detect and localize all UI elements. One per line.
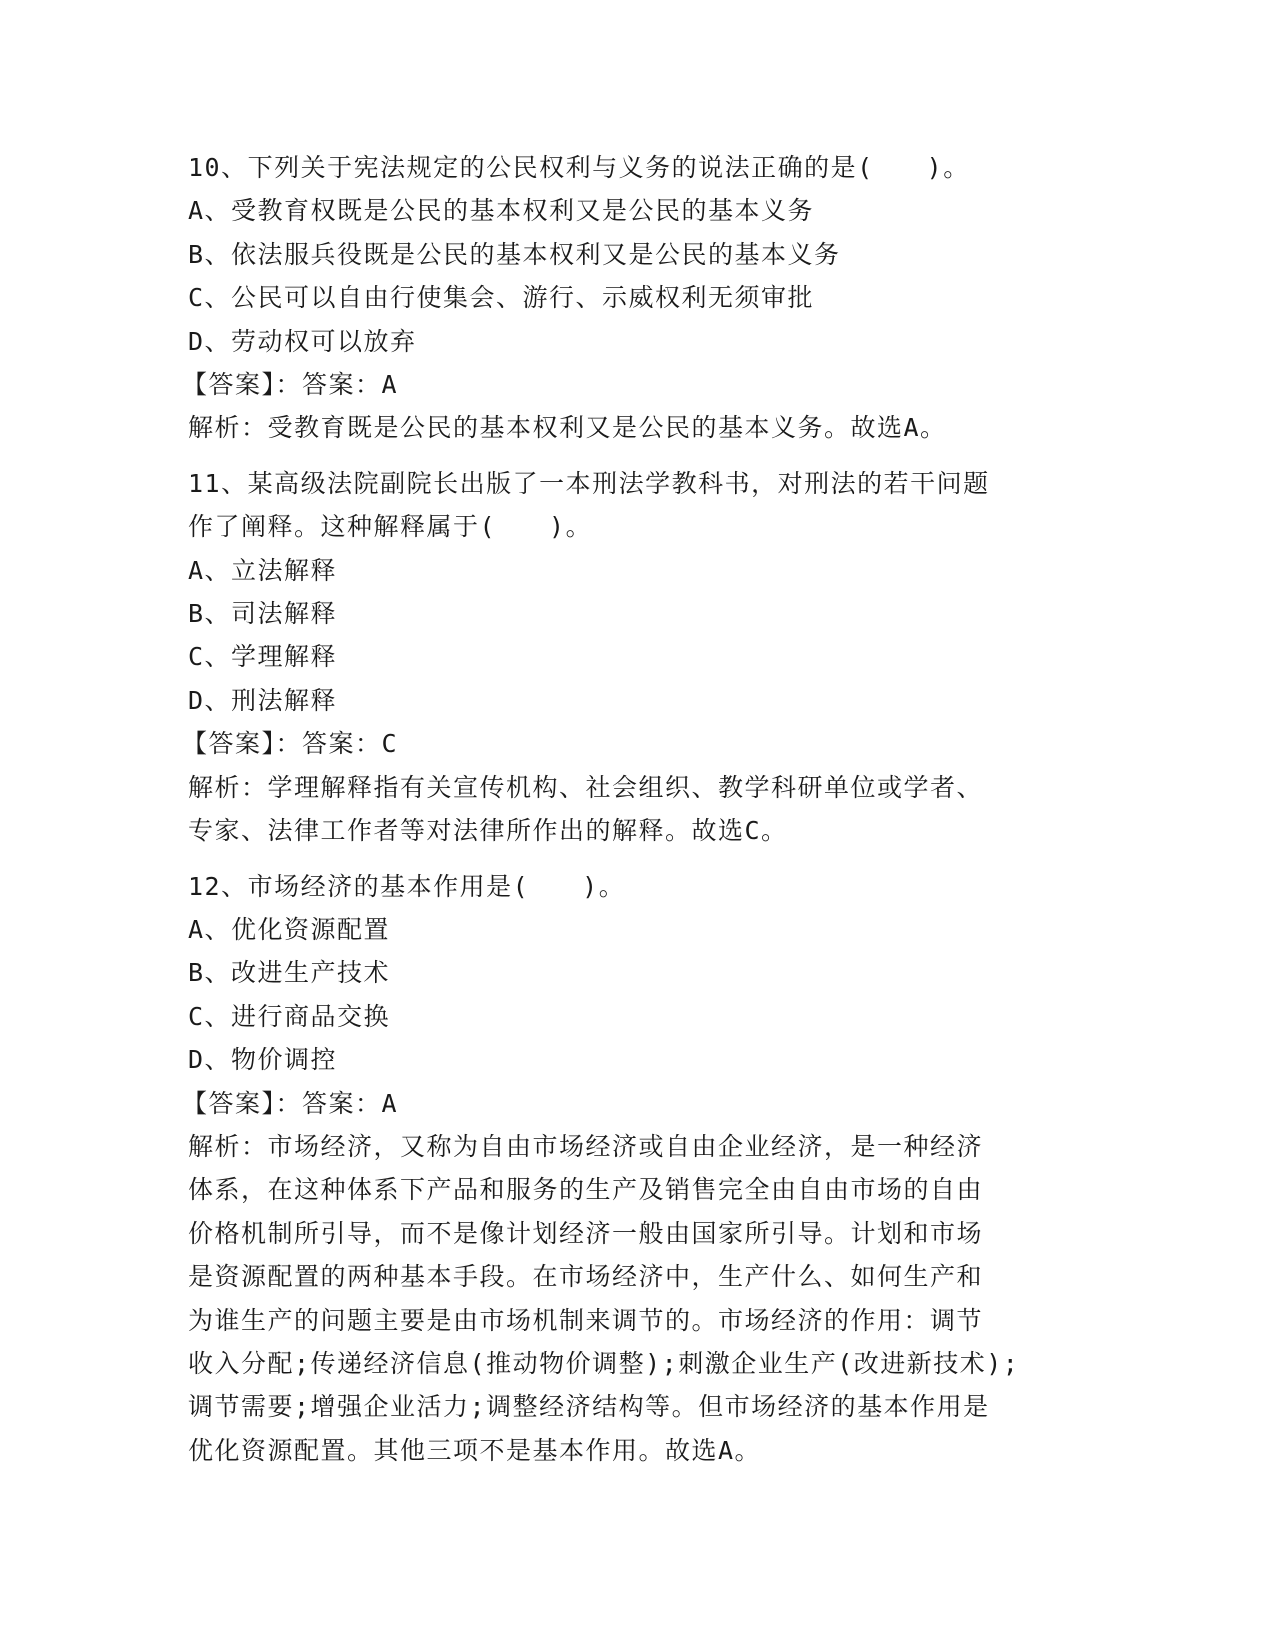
option-c: C、公民可以自由行使集会、游行、示威权利无须审批 [188, 283, 815, 313]
document-page [182, 146, 1078, 1484]
analysis-line: 体系，在这种体系下产品和服务的生产及销售完全由自由市场的自由 [188, 1175, 984, 1205]
option-a: A、受教育权既是公民的基本权利又是公民的基本义务 [188, 196, 815, 226]
analysis-line: 解析：市场经济，又称为自由市场经济或自由企业经济，是一种经济 [188, 1131, 984, 1161]
question-stem: 11、某高级法院副院长出版了一本刑法学教科书，对刑法的若干问题 [188, 468, 990, 498]
analysis-line: 调节需要;增强企业活力;调整经济结构等。但市场经济的基本作用是 [188, 1392, 990, 1422]
analysis-line: 为谁生产的问题主要是由市场机制来调节的。市场经济的作用：调节 [188, 1305, 984, 1335]
question-stem: 12、市场经济的基本作用是( )。 [188, 871, 626, 901]
question-stem: 作了阐释。这种解释属于( )。 [188, 512, 593, 542]
option-c: C、学理解释 [188, 642, 338, 672]
analysis-line: 收入分配;传递经济信息(推动物价调整);刺激企业生产(改进新技术); [188, 1348, 1020, 1378]
answer-line: 【答案】：答案：C [182, 729, 399, 759]
question-11 [182, 462, 1078, 853]
question-10 [182, 146, 1078, 450]
analysis-line: 优化资源配置。其他三项不是基本作用。故选A。 [188, 1435, 762, 1465]
option-b: B、司法解释 [188, 599, 338, 629]
option-b: B、依法服兵役既是公民的基本权利又是公民的基本义务 [188, 239, 841, 269]
option-b: B、改进生产技术 [188, 958, 391, 988]
question-stem: 10、下列关于宪法规定的公民权利与义务的说法正确的是( )。 [188, 153, 970, 182]
answer-line: 【答案】：答案：A [182, 1088, 399, 1118]
option-a: A、优化资源配置 [188, 914, 391, 944]
option-c: C、进行商品交换 [188, 1001, 391, 1031]
analysis-line: 解析：受教育既是公民的基本权利又是公民的基本义务。故选A。 [188, 413, 947, 443]
question-12 [182, 865, 1078, 1473]
analysis-line: 专家、法律工作者等对法律所作出的解释。故选C。 [188, 816, 788, 846]
option-d: D、刑法解释 [188, 685, 338, 715]
option-d: D、物价调控 [188, 1045, 338, 1075]
analysis-line: 解析：学理解释指有关宣传机构、社会组织、教学科研单位或学者、 [188, 772, 984, 802]
answer-line: 【答案】：答案：A [182, 370, 399, 400]
option-a: A、立法解释 [188, 555, 338, 585]
analysis-line: 是资源配置的两种基本手段。在市场经济中，生产什么、如何生产和 [188, 1262, 984, 1292]
option-d: D、劳动权可以放弃 [188, 326, 417, 356]
analysis-line: 价格机制所引导，而不是像计划经济一般由国家所引导。计划和市场 [188, 1218, 984, 1248]
